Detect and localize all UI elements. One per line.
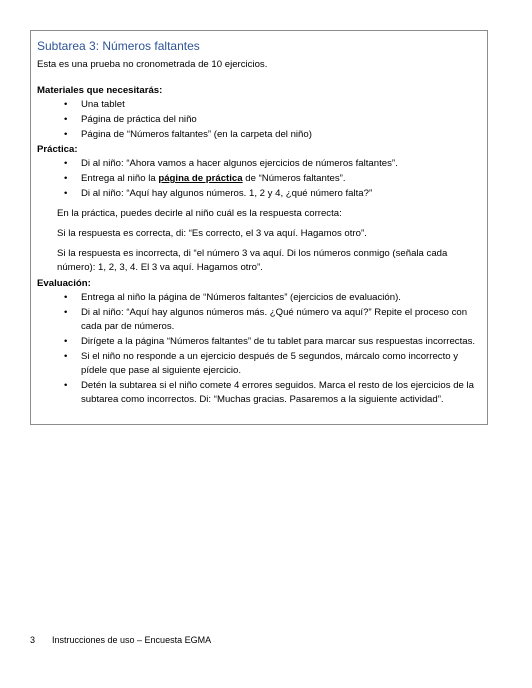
evaluation-heading: Evaluación: bbox=[37, 278, 91, 289]
subtask-title: Subtarea 3: Números faltantes bbox=[37, 39, 200, 53]
materials-heading: Materiales que necesitarás: bbox=[37, 85, 163, 96]
practice-item-text: de “Números faltantes”. bbox=[242, 173, 346, 184]
intro-text: Esta es una prueba no cronometrada de 10 ejercicios. bbox=[37, 59, 268, 70]
list-item: • Di al niño: “Aquí hay algunos números. 1, 2 y 4, ¿qué número falta?” bbox=[37, 187, 479, 201]
footer-text: Instrucciones de uso – Encuesta EGMA bbox=[52, 635, 212, 645]
practice-item-text: Entrega al niño la bbox=[81, 173, 159, 184]
list-item: • Di al niño: “Ahora vamos a hacer algunos ejercicios de números faltantes”. bbox=[37, 157, 479, 171]
practice-paragraph: Si la respuesta es incorrecta, di “el número 3 va aquí. Di los números conmigo (señala cada número): 1, 2, 3, 4. El 3 va aquí. Hagamos otro”. bbox=[57, 248, 448, 273]
list-item: • Di al niño: “Aquí hay algunos números más. ¿Qué número va aquí?” Repite el proceso con cada par de números. bbox=[37, 306, 479, 334]
practice-paragraph: En la práctica, puedes decirle al niño cuál es la respuesta correcta: bbox=[57, 208, 342, 219]
list-item: • Entrega al niño la página de “Números faltantes” (ejercicios de evaluación). bbox=[37, 291, 479, 305]
list-item bbox=[37, 172, 479, 186]
spacer bbox=[37, 72, 479, 84]
practice-heading: Práctica: bbox=[37, 144, 78, 155]
practice-list bbox=[37, 157, 479, 201]
instruction-box bbox=[30, 30, 488, 425]
page-number: 3 bbox=[30, 635, 36, 645]
page-footer bbox=[30, 634, 211, 646]
practice-page-link: página de práctica bbox=[158, 173, 243, 184]
list-item: • Dirígete a la página “Números faltantes” de tu tablet para marcar sus respuestas incorrectas. bbox=[37, 335, 479, 349]
practice-paragraph: Si la respuesta es correcta, di: “Es correcto, el 3 va aquí. Hagamos otro”. bbox=[57, 228, 367, 239]
evaluation-list bbox=[37, 291, 479, 407]
list-item: • Página de “Números faltantes” (en la carpeta del niño) bbox=[37, 128, 479, 142]
list-item: • Si el niño no responde a un ejercicio después de 5 segundos, márcalo como incorrecto y pídele que pase al siguiente ejercicio. bbox=[37, 350, 479, 378]
list-item: • Página de práctica del niño bbox=[37, 113, 479, 127]
list-item: • Una tablet bbox=[37, 98, 479, 112]
list-item: • Detén la subtarea si el niño comete 4 errores seguidos. Marca el resto de los ejercicios de la subtarea como incorrectos. Di: “Muchas gracias. Pasaremos a la siguiente actividad”. bbox=[37, 379, 479, 407]
materials-list bbox=[37, 98, 479, 142]
